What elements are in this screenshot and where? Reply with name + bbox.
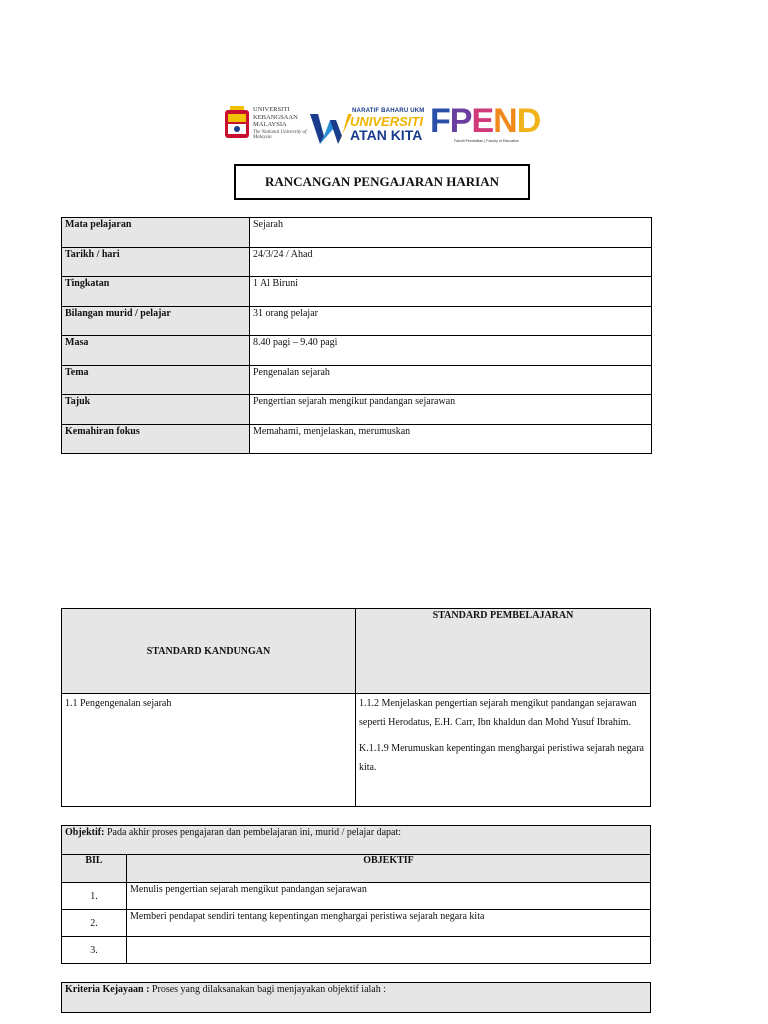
fpend-letter: D bbox=[516, 102, 541, 140]
table-row bbox=[62, 883, 651, 910]
kriteria-kejayaan bbox=[62, 983, 651, 1013]
ukm-subtitle: The National University of Malaysia bbox=[253, 129, 307, 141]
lesson-info-table bbox=[61, 217, 652, 454]
ukm-crest-icon bbox=[224, 106, 250, 142]
table-row bbox=[62, 336, 652, 366]
ukm-logo bbox=[224, 104, 308, 146]
row-value: Memahami, menjelaskan, merumuskan bbox=[250, 424, 652, 454]
fpend-letter: N bbox=[493, 102, 517, 140]
table-row bbox=[62, 424, 652, 454]
row-value: Sejarah bbox=[250, 218, 652, 248]
table-header-row bbox=[62, 855, 651, 883]
row-label: Kemahiran fokus bbox=[62, 424, 250, 454]
ukm-wordmark bbox=[253, 106, 308, 141]
objektif-header: OBJEKTIF bbox=[127, 855, 651, 883]
row-label: Bilangan murid / pelajar bbox=[62, 306, 250, 336]
table-header-row bbox=[62, 609, 651, 694]
objective-number: 3. bbox=[62, 937, 127, 964]
row-label: Tarikh / hari bbox=[62, 247, 250, 277]
w-mark-icon bbox=[310, 110, 352, 144]
standards-table bbox=[61, 608, 651, 807]
uwk-tagline: NARATIF BAHARU UKM bbox=[352, 108, 425, 114]
table-row bbox=[62, 694, 651, 807]
table-row bbox=[62, 395, 652, 425]
fpend-letter: F bbox=[430, 102, 450, 140]
objectives-intro-row bbox=[62, 826, 651, 855]
objective-text: Menulis pengertian sejarah mengikut pandangan sejarawan bbox=[127, 883, 651, 910]
standard-kandungan-header: STANDARD KANDUNGAN bbox=[62, 609, 356, 694]
standard-pembelajaran-header: STANDARD PEMBELAJARAN bbox=[356, 609, 651, 694]
objective-number: 1. bbox=[62, 883, 127, 910]
bil-header: BIL bbox=[62, 855, 127, 883]
fpend-logo bbox=[430, 102, 548, 146]
row-label: Tingkatan bbox=[62, 277, 250, 307]
row-value: Pengertian sejarah mengikut pandangan sejarawan bbox=[250, 395, 652, 425]
table-row bbox=[62, 910, 651, 937]
objectives-table bbox=[61, 825, 651, 964]
table-row bbox=[62, 983, 651, 1013]
objectives-intro-label: Objektif: bbox=[65, 827, 105, 838]
objective-number: 2. bbox=[62, 910, 127, 937]
page-title: RANCANGAN PENGAJARAN HARIAN bbox=[234, 164, 530, 200]
objectives-intro-text: Pada akhir proses pengajaran dan pembelajaran ini, murid / pelajar dapat: bbox=[104, 827, 402, 838]
table-row bbox=[62, 277, 652, 307]
ukm-line: MALAYSIA bbox=[253, 121, 287, 129]
row-value: 24/3/24 / Ahad bbox=[250, 247, 652, 277]
row-value: Pengenalan sejarah bbox=[250, 365, 652, 395]
standard-pembelajaran-item: 1.1.2 Menjelaskan pengertian sejarah mengikut pandangan sejarawan seperti Herodatus, E.H. Carr, Ibn khaldun dan Mohd Yusuf Ibrahim. bbox=[359, 698, 637, 728]
table-row bbox=[62, 365, 652, 395]
standard-pembelajaran-item: K.1.1.9 Merumuskan kepentingan menghargai peristiwa sejarah negara kita. bbox=[359, 743, 644, 773]
row-label: Masa bbox=[62, 336, 250, 366]
table-row bbox=[62, 937, 651, 964]
row-label: Mata pelajaran bbox=[62, 218, 250, 248]
uwk-line1: UNIVERSITI bbox=[350, 114, 423, 129]
fpend-subtitle: Fakulti Pendidikan | Faculty of Education bbox=[454, 139, 519, 143]
kriteria-label: Kriteria Kejayaan : bbox=[65, 984, 150, 995]
kriteria-kejayaan-table bbox=[61, 982, 651, 1013]
row-value: 1 Al Biruni bbox=[250, 277, 652, 307]
fpend-wordmark bbox=[430, 102, 540, 141]
standard-pembelajaran-cell bbox=[356, 694, 651, 807]
header-logos bbox=[224, 104, 546, 148]
fpend-letter: P bbox=[449, 102, 472, 140]
table-row bbox=[62, 306, 652, 336]
ukm-line: KEBANGSAAN bbox=[253, 113, 298, 121]
table-row bbox=[62, 247, 652, 277]
fpend-letter: E bbox=[471, 102, 494, 140]
standard-kandungan-cell: 1.1 Pengengenalan sejarah bbox=[62, 694, 356, 807]
universiti-watan-kita-logo bbox=[310, 108, 432, 148]
row-value: 31 orang pelajar bbox=[250, 306, 652, 336]
row-label: Tajuk bbox=[62, 395, 250, 425]
objective-text: Memberi pendapat sendiri tentang kepentingan menghargai peristiwa sejarah negara kita bbox=[127, 910, 651, 937]
row-value: 8.40 pagi – 9.40 pagi bbox=[250, 336, 652, 366]
row-label: Tema bbox=[62, 365, 250, 395]
objective-text bbox=[127, 937, 651, 964]
table-row bbox=[62, 218, 652, 248]
objectives-intro bbox=[62, 826, 651, 855]
kriteria-text: Proses yang dilaksanakan bagi menjayakan objektif ialah : bbox=[149, 984, 387, 995]
uwk-line2: ATAN KITA bbox=[350, 127, 423, 143]
ukm-line: UNIVERSITI bbox=[253, 106, 290, 113]
